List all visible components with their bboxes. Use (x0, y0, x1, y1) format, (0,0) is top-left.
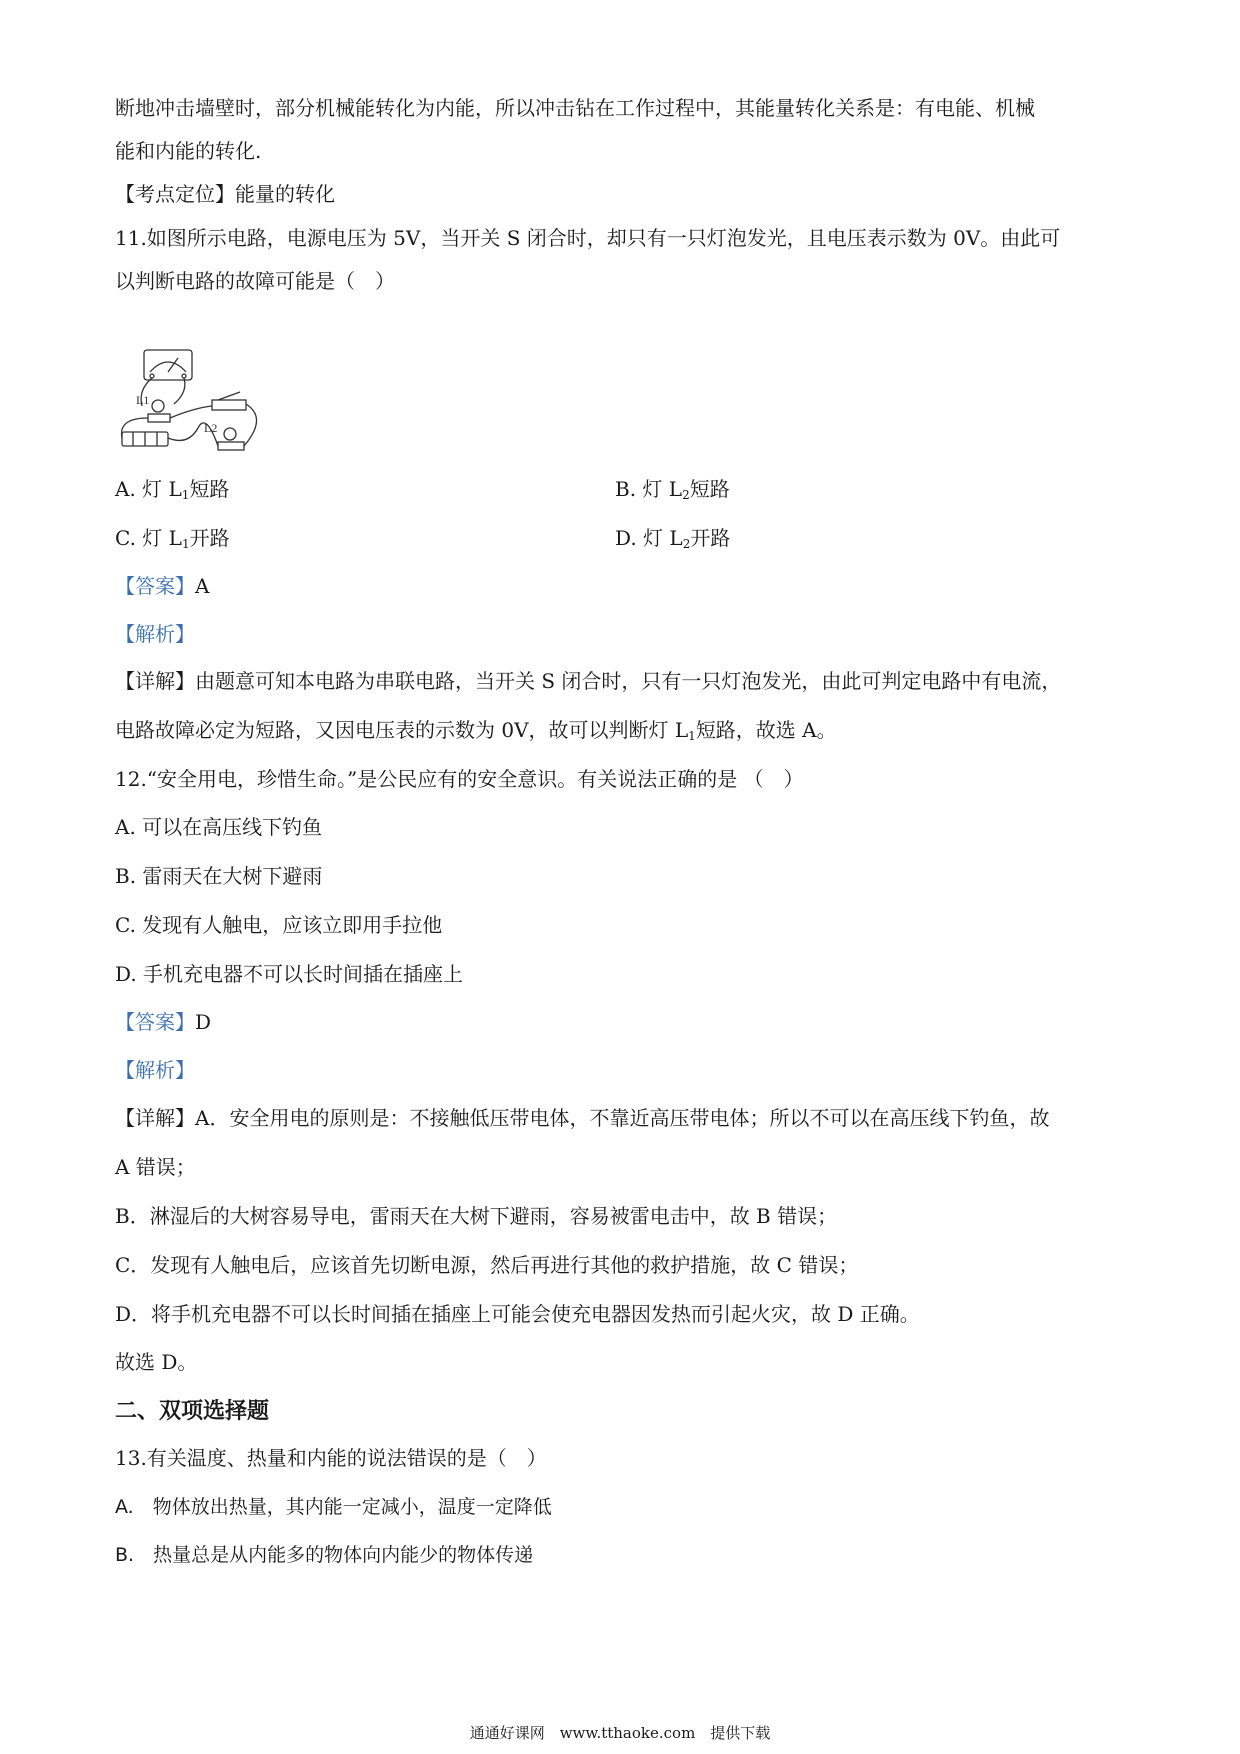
q12-detail-b: B．淋湿后的大树容易导电，雷雨天在大树下避雨，容易被雷电击中，故 B 错误； (115, 1204, 838, 1228)
detail-text: 电路故障必定为短路，又因电压表的示数为 0V，故可以判断灯 L (115, 718, 689, 742)
circuit-diagram-illustration (118, 348, 276, 456)
subscript: 2 (682, 488, 690, 502)
q12-detail-d: D．将手机充电器不可以长时间插在插座上可能会使充电器因发热而引起火灾，故 D 正确。 (115, 1302, 920, 1326)
q11-detail-line2 (115, 716, 837, 750)
lamp-l1-base (148, 414, 170, 422)
q13-option-b: B. 热量总是从内能多的物体向内能少的物体传递 (115, 1544, 534, 1566)
voltmeter-needle (168, 358, 178, 372)
circuit-figure (118, 348, 276, 456)
q12-jiexi-label: 【解析】 (115, 1058, 195, 1082)
answer-label: 【答案】 (115, 574, 195, 598)
page-footer: 通通好课网 www.tthaoke.com 提供下载 (469, 1724, 771, 1742)
lamp-l2-base (218, 442, 244, 450)
answer-value: A (195, 574, 210, 598)
q13-stem: 13.有关温度、热量和内能的说法错误的是（ ） (115, 1446, 547, 1470)
option-suffix: 开路 (690, 526, 731, 550)
wire (122, 418, 148, 438)
q11-option-a (115, 475, 229, 509)
paragraph-line: 断地冲击墙壁时，部分机械能转化为内能，所以冲击钻在工作过程中，其能量转化关系是：有电能、机械 (115, 96, 1035, 120)
q11-stem-line2: 以判断电路的故障可能是（ ） (115, 269, 395, 293)
q11-answer (115, 572, 209, 600)
q12-stem: 12.“安全用电，珍惜生命。”是公民应有的安全意识。有关说法正确的是 （ ） (115, 767, 804, 791)
option-prefix: B. 灯 L (615, 477, 683, 501)
answer-label: 【答案】 (115, 1010, 195, 1034)
q12-detail-line2: A 错误； (115, 1155, 196, 1179)
detail-text: 短路，故选 A。 (695, 718, 837, 742)
kaodian-label: 【考点定位】能量的转化 (115, 182, 335, 206)
option-prefix: D. 灯 L (615, 526, 683, 550)
q13-option-a: A. 物体放出热量，其内能一定减小，温度一定降低 (115, 1496, 552, 1518)
q12-detail-c: C．发现有人触电后，应该首先切断电源，然后再进行其他的救护措施，故 C 错误； (115, 1253, 859, 1277)
q11-detail-line1: 【详解】由题意可知本电路为串联电路，当开关 S 闭合时，只有一只灯泡发光，由此可判定电路中有电流， (115, 669, 1062, 693)
lamp-l2-bulb (224, 428, 236, 440)
voltmeter-scale (150, 362, 186, 372)
q11-option-c (115, 524, 230, 558)
q11-jiexi-label: 【解析】 (115, 622, 195, 646)
section-heading: 二、双项选择题 (115, 1399, 270, 1424)
option-suffix: 开路 (189, 526, 230, 550)
q11-option-b (615, 475, 730, 509)
q12-option-c: C. 发现有人触电，应该立即用手拉他 (115, 913, 443, 937)
label-l2: L2 (204, 421, 218, 435)
switch-lever (218, 392, 240, 400)
option-suffix: 短路 (189, 477, 230, 501)
paragraph-line: 能和内能的转化. (115, 139, 262, 163)
voltmeter-body (144, 350, 192, 380)
q12-option-d: D. 手机充电器不可以长时间插在插座上 (115, 962, 464, 986)
subscript: 1 (688, 729, 696, 743)
q12-answer (115, 1008, 211, 1036)
label-l1: L1 (136, 393, 150, 407)
q11-option-d (615, 524, 730, 558)
subscript: 1 (181, 488, 190, 502)
subscript: 1 (181, 537, 190, 551)
q12-option-b: B. 雷雨天在大树下避雨 (115, 864, 323, 888)
switch-base (212, 400, 246, 410)
q12-conclusion: 故选 D。 (115, 1350, 198, 1374)
wire (174, 378, 185, 404)
lamp-l1-bulb (152, 400, 164, 412)
q12-detail-line1: 【详解】A．安全用电的原则是：不接触低压带电体，不靠近高压带电体；所以不可以在高压线下钓鱼，故 (115, 1106, 1050, 1130)
q12-option-a: A. 可以在高压线下钓鱼 (115, 815, 323, 839)
answer-value: D (195, 1010, 212, 1034)
q11-stem-line1: 11.如图所示电路，电源电压为 5V，当开关 S 闭合时，却只有一只灯泡发光，且电压表示数为 0V。由此可 (115, 226, 1061, 250)
wire (170, 406, 212, 418)
option-prefix: C. 灯 L (115, 526, 182, 550)
subscript: 2 (682, 537, 691, 551)
option-prefix: A. 灯 L (115, 477, 182, 501)
option-suffix: 短路 (689, 477, 730, 501)
